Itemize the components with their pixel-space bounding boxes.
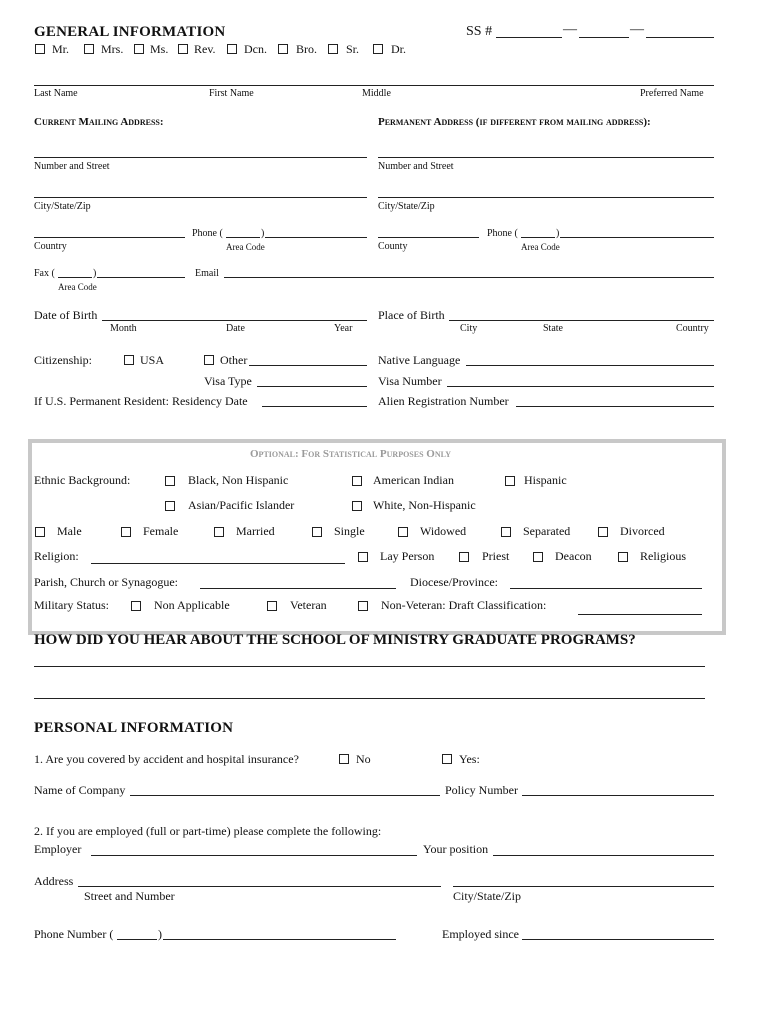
employer-street-field[interactable] bbox=[78, 886, 441, 887]
label-non-veteran: Non-Veteran: Draft Classification: bbox=[381, 598, 547, 612]
label-insurance-no: No bbox=[356, 752, 371, 766]
label-religion: Religion: bbox=[34, 549, 79, 563]
title-dcn: Dcn. bbox=[244, 42, 267, 56]
dob-field[interactable] bbox=[102, 320, 367, 321]
label-employed-since: Employed since bbox=[442, 927, 519, 941]
employer-city-field[interactable] bbox=[453, 886, 714, 887]
checkbox-hispanic[interactable] bbox=[505, 476, 515, 486]
label-white-non-hispanic: White, Non-Hispanic bbox=[373, 498, 476, 512]
label-hispanic: Hispanic bbox=[524, 473, 567, 487]
ss-label: SS # bbox=[466, 24, 493, 39]
checkbox-married[interactable] bbox=[214, 527, 224, 537]
title-rev: Rev. bbox=[194, 42, 216, 56]
mailing-country-field[interactable] bbox=[34, 237, 185, 238]
label-first-name: First Name bbox=[209, 88, 254, 99]
label-single: Single bbox=[334, 524, 365, 538]
label-policy-number: Policy Number bbox=[445, 783, 518, 797]
checkbox-rev[interactable] bbox=[178, 44, 188, 54]
label-visa-number: Visa Number bbox=[378, 374, 442, 388]
religion-field[interactable] bbox=[91, 563, 345, 564]
mailing-street-field[interactable] bbox=[34, 157, 367, 158]
checkbox-divorced[interactable] bbox=[598, 527, 608, 537]
heading-permanent-address: Permanent Address (if different from mailing address): bbox=[378, 116, 651, 128]
checkbox-white-non-hispanic[interactable] bbox=[352, 501, 362, 511]
label-address: Address bbox=[34, 874, 74, 888]
label-street-number: Street and Number bbox=[84, 889, 175, 903]
checkbox-single[interactable] bbox=[312, 527, 322, 537]
position-field[interactable] bbox=[493, 855, 714, 856]
checkbox-separated[interactable] bbox=[501, 527, 511, 537]
label-position: Your position bbox=[423, 842, 489, 856]
checkbox-religious[interactable] bbox=[618, 552, 628, 562]
label-dob-month: Month bbox=[110, 323, 137, 334]
question-employment: 2. If you are employed (full or part-time) please complete the following: bbox=[34, 824, 382, 838]
checkbox-deacon[interactable] bbox=[533, 552, 543, 562]
visa-number-field[interactable] bbox=[447, 386, 714, 387]
fax-field[interactable] bbox=[97, 277, 185, 278]
label-male: Male bbox=[57, 524, 82, 538]
label-citizenship: Citizenship: bbox=[34, 353, 92, 367]
label-ethnic-background: Ethnic Background: bbox=[34, 473, 131, 487]
checkbox-lay-person[interactable] bbox=[358, 552, 368, 562]
label-separated: Separated bbox=[523, 524, 571, 538]
label-female: Female bbox=[143, 524, 179, 538]
alien-registration-field[interactable] bbox=[516, 406, 714, 407]
checkbox-black-non-hispanic[interactable] bbox=[165, 476, 175, 486]
label-preferred-name: Preferred Name bbox=[640, 88, 704, 99]
title-dr: Dr. bbox=[391, 42, 406, 56]
permanent-county-field[interactable] bbox=[378, 237, 479, 238]
label-country: Country bbox=[34, 241, 67, 252]
label-permanent-city: City/State/Zip bbox=[378, 201, 435, 212]
diocese-field[interactable] bbox=[510, 588, 702, 589]
label-fax: Fax ( bbox=[34, 268, 55, 279]
label-deacon: Deacon bbox=[555, 549, 592, 563]
policy-number-field[interactable] bbox=[522, 795, 714, 796]
permanent-area-code-field[interactable] bbox=[521, 237, 555, 238]
label-native-language: Native Language bbox=[378, 353, 461, 367]
visa-type-field[interactable] bbox=[257, 386, 367, 387]
label-married: Married bbox=[236, 524, 275, 538]
checkbox-other-citizenship[interactable] bbox=[204, 355, 214, 365]
checkbox-female[interactable] bbox=[121, 527, 131, 537]
checkbox-mr[interactable] bbox=[35, 44, 45, 54]
label-mailing-city: City/State/Zip bbox=[34, 201, 91, 212]
mailing-phone-field[interactable] bbox=[265, 237, 367, 238]
employer-phone-paren: ) bbox=[158, 927, 162, 941]
name-field[interactable] bbox=[34, 85, 714, 86]
employer-phone-field[interactable] bbox=[163, 939, 396, 940]
residency-date-field[interactable] bbox=[262, 406, 367, 407]
label-permanent-street: Number and Street bbox=[378, 161, 454, 172]
title-mrs: Mrs. bbox=[101, 42, 124, 56]
checkbox-dr[interactable] bbox=[373, 44, 383, 54]
checkbox-bro[interactable] bbox=[278, 44, 288, 54]
label-mailing-street: Number and Street bbox=[34, 161, 110, 172]
label-usa: USA bbox=[140, 353, 165, 367]
heading-how-did-you-hear: HOW DID YOU HEAR ABOUT THE SCHOOL OF MINISTRY GRADUATE PROGRAMS? bbox=[34, 632, 636, 648]
checkbox-priest[interactable] bbox=[459, 552, 469, 562]
label-dob: Date of Birth bbox=[34, 308, 98, 322]
label-lay-person: Lay Person bbox=[380, 549, 435, 563]
label-religious: Religious bbox=[640, 549, 687, 563]
label-mailing-phone: Phone ( bbox=[192, 228, 223, 239]
ss-field-2[interactable] bbox=[579, 37, 629, 38]
employed-since-field[interactable] bbox=[522, 939, 714, 940]
permanent-phone-paren: ) bbox=[556, 228, 560, 239]
label-pob-city: City bbox=[460, 323, 478, 334]
native-language-field[interactable] bbox=[466, 365, 714, 366]
parish-field[interactable] bbox=[200, 588, 396, 589]
heading-current-mailing: Current Mailing Address: bbox=[34, 116, 164, 128]
label-fax-area-code: Area Code bbox=[58, 282, 97, 292]
checkbox-insurance-no[interactable] bbox=[339, 754, 349, 764]
label-military-status: Military Status: bbox=[34, 598, 109, 612]
checkbox-insurance-yes[interactable] bbox=[442, 754, 452, 764]
checkbox-sr[interactable] bbox=[328, 44, 338, 54]
checkbox-non-veteran[interactable] bbox=[358, 601, 368, 611]
label-pob-state: State bbox=[543, 323, 563, 334]
mailing-phone-paren: ) bbox=[261, 228, 265, 239]
label-diocese: Diocese/Province: bbox=[410, 575, 498, 589]
label-middle: Middle bbox=[362, 88, 391, 99]
employer-field[interactable] bbox=[91, 855, 417, 856]
label-dob-date: Date bbox=[226, 323, 245, 334]
permanent-phone-field[interactable] bbox=[560, 237, 714, 238]
hear-answer-line-2[interactable] bbox=[34, 698, 705, 699]
label-employer: Employer bbox=[34, 842, 82, 856]
label-pob: Place of Birth bbox=[378, 308, 445, 322]
label-mailing-area-code: Area Code bbox=[226, 242, 265, 252]
mailing-city-field[interactable] bbox=[34, 197, 367, 198]
checkbox-american-indian[interactable] bbox=[352, 476, 362, 486]
section-title-personal: PERSONAL INFORMATION bbox=[34, 720, 234, 736]
label-divorced: Divorced bbox=[620, 524, 665, 538]
title-mr: Mr. bbox=[52, 42, 70, 56]
ss-field-3[interactable] bbox=[646, 37, 714, 38]
mailing-area-code-field[interactable] bbox=[226, 237, 260, 238]
checkbox-mrs[interactable] bbox=[84, 44, 94, 54]
label-other: Other bbox=[220, 353, 248, 367]
checkbox-male[interactable] bbox=[35, 527, 45, 537]
label-county: County bbox=[378, 241, 408, 252]
company-field[interactable] bbox=[130, 795, 440, 796]
label-permanent-area-code: Area Code bbox=[521, 242, 560, 252]
label-residency-date: If U.S. Permanent Resident: Residency Date bbox=[34, 394, 248, 408]
label-insurance-yes: Yes: bbox=[459, 752, 480, 766]
optional-title: Optional: For Statistical Purposes Only bbox=[250, 448, 451, 460]
pob-field[interactable] bbox=[449, 320, 714, 321]
label-american-indian: American Indian bbox=[373, 473, 454, 487]
ss-dash-2: — bbox=[630, 22, 644, 37]
checkbox-ms[interactable] bbox=[134, 44, 144, 54]
fax-area-code-field[interactable] bbox=[58, 277, 92, 278]
label-black-non-hispanic: Black, Non Hispanic bbox=[188, 473, 289, 487]
label-employer-city: City/State/Zip bbox=[453, 889, 521, 903]
checkbox-usa[interactable] bbox=[124, 355, 134, 365]
email-field[interactable] bbox=[224, 277, 714, 278]
draft-classification-field[interactable] bbox=[578, 614, 702, 615]
label-non-applicable: Non Applicable bbox=[154, 598, 230, 612]
label-visa-type: Visa Type bbox=[204, 374, 252, 388]
label-permanent-phone: Phone ( bbox=[487, 228, 518, 239]
title-bro: Bro. bbox=[296, 42, 317, 56]
checkbox-veteran[interactable] bbox=[267, 601, 277, 611]
label-phone-number: Phone Number ( bbox=[34, 927, 114, 941]
label-company: Name of Company bbox=[34, 783, 126, 797]
section-title-general: GENERAL INFORMATION bbox=[34, 24, 226, 40]
question-insurance: 1. Are you covered by accident and hospital insurance? bbox=[34, 752, 299, 766]
checkbox-dcn[interactable] bbox=[227, 44, 237, 54]
other-citizenship-field[interactable] bbox=[249, 365, 367, 366]
label-asian-pacific: Asian/Pacific Islander bbox=[188, 498, 295, 512]
employer-area-code-field[interactable] bbox=[117, 939, 157, 940]
label-alien-registration: Alien Registration Number bbox=[378, 394, 509, 408]
permanent-city-field[interactable] bbox=[378, 197, 714, 198]
hear-answer-line-1[interactable] bbox=[34, 666, 705, 667]
checkbox-widowed[interactable] bbox=[398, 527, 408, 537]
title-sr: Sr. bbox=[346, 42, 360, 56]
label-pob-country: Country bbox=[676, 323, 709, 334]
fax-paren: ) bbox=[93, 268, 97, 279]
label-widowed: Widowed bbox=[420, 524, 467, 538]
ss-dash-1: — bbox=[563, 22, 577, 37]
label-priest: Priest bbox=[482, 549, 510, 563]
label-veteran: Veteran bbox=[290, 598, 327, 612]
label-parish: Parish, Church or Synagogue: bbox=[34, 575, 178, 589]
label-dob-year: Year bbox=[334, 323, 353, 334]
label-email: Email bbox=[195, 268, 219, 279]
ss-field-1[interactable] bbox=[496, 37, 562, 38]
checkbox-asian-pacific[interactable] bbox=[165, 501, 175, 511]
checkbox-non-applicable[interactable] bbox=[131, 601, 141, 611]
permanent-street-field[interactable] bbox=[378, 157, 714, 158]
title-ms: Ms. bbox=[150, 42, 169, 56]
label-last-name: Last Name bbox=[34, 88, 78, 99]
